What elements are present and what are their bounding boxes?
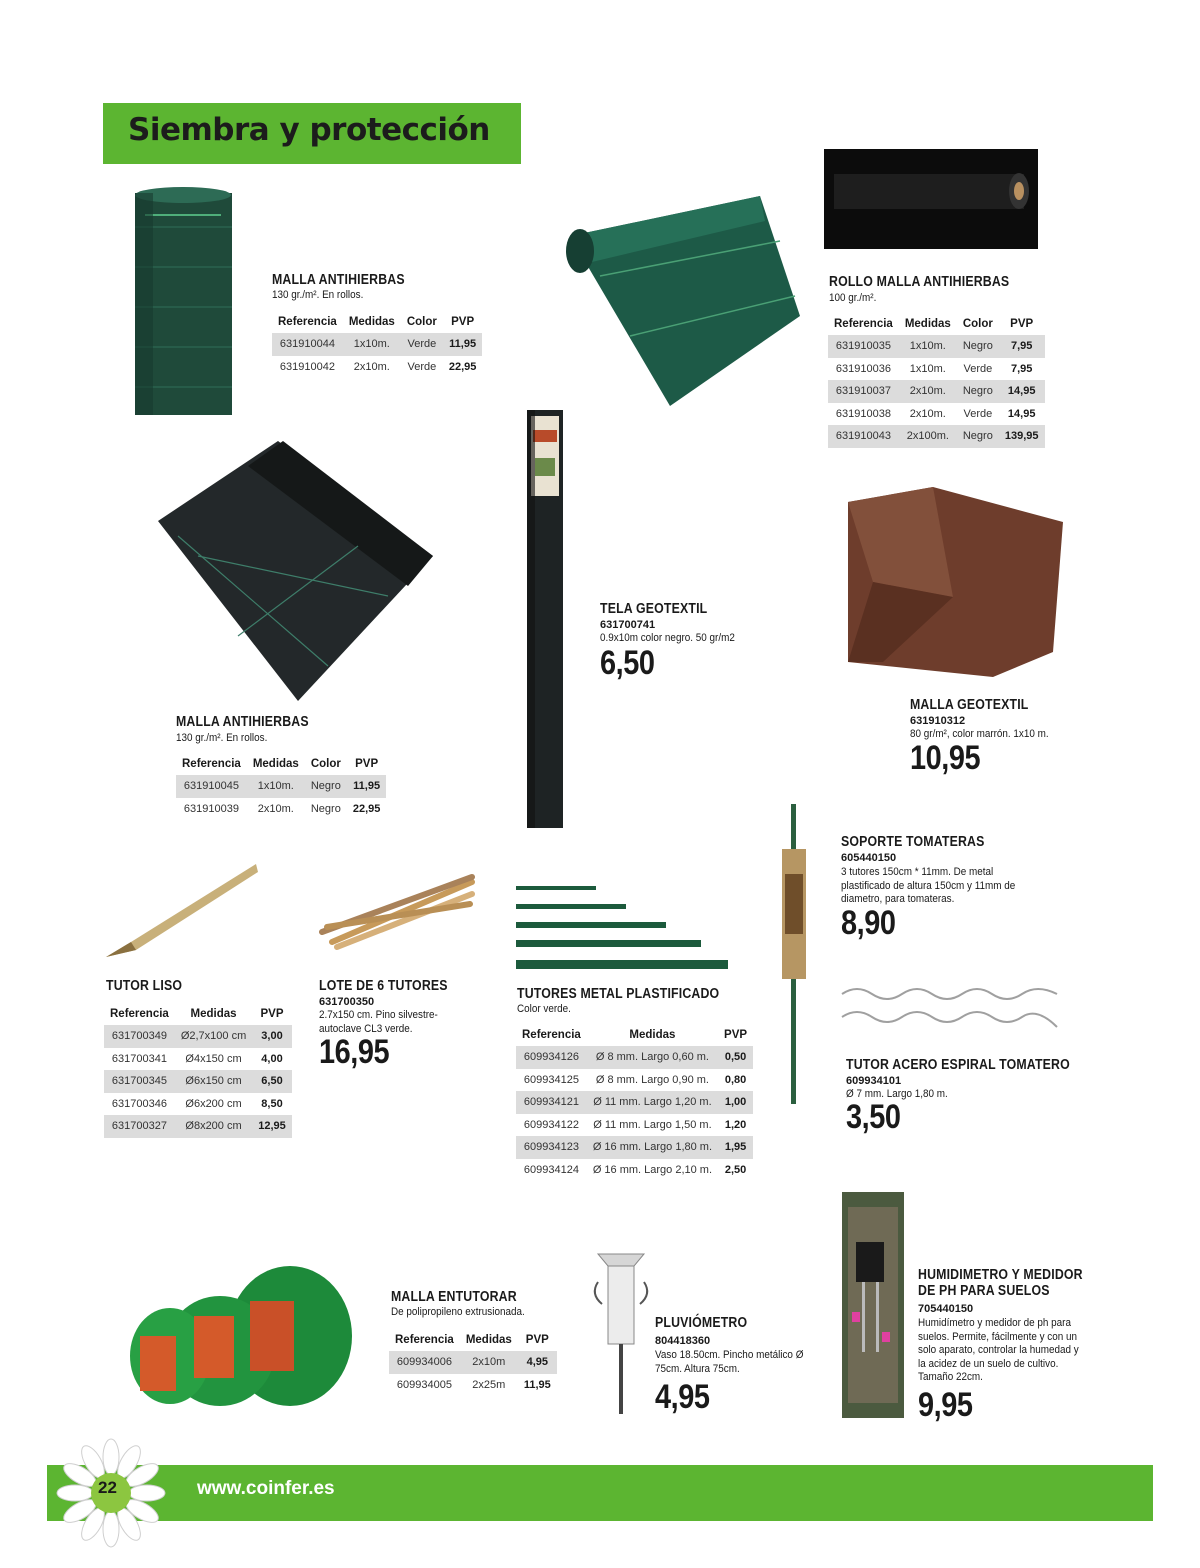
table-row: 631700345 Ø6x150 cm 6,50: [104, 1070, 292, 1093]
tela-geotextil-ref: 631700741: [600, 619, 656, 631]
rollo-malla-table: [828, 312, 1045, 448]
col-color: Color: [310, 757, 341, 770]
malla-geotextil-title: MALLA GEOTEXTIL: [910, 697, 1029, 713]
humidimetro-price: 9,95: [918, 1386, 973, 1424]
table-row: 631910043 2x100m. Negro 139,95: [828, 425, 1045, 448]
table-row: 609934121 Ø 11 mm. Largo 1,20 m. 1,00: [516, 1091, 753, 1114]
col-pvp: PVP: [260, 1007, 284, 1020]
malla-geotextil-desc: 80 gr/m², color marrón. 1x10 m.: [910, 728, 1049, 740]
malla-entutorar-desc: De polipropileno extrusionada.: [391, 1306, 525, 1318]
table-row: 609934122 Ø 11 mm. Largo 1,50 m. 1,20: [523, 1118, 747, 1131]
table-row: 631910045 1x10m. Negro 11,95: [176, 775, 386, 798]
malla-verde-desc: 130 gr./m². En rollos.: [272, 289, 364, 301]
tutor-espiral-price: 3,50: [846, 1098, 901, 1136]
col-medidas: Medidas: [465, 1333, 512, 1346]
soporte-tomateras-ref: 605440150: [841, 852, 897, 864]
table-row: 609934005 2x25m 11,95: [396, 1378, 551, 1391]
table-row: 631910042 2x10m. Verde 22,95: [279, 360, 477, 373]
malla-negra-table: [176, 752, 386, 820]
table-row: 609934124 Ø 16 mm. Largo 2,10 m. 2,50: [523, 1163, 747, 1176]
col-pvp: PVP: [525, 1333, 549, 1346]
pluviometro-title: PLUVIÓMETRO: [655, 1315, 748, 1331]
col-medidas: Medidas: [252, 757, 299, 770]
malla-negra-title: MALLA ANTIHIERBAS: [176, 714, 309, 730]
table-row: 631910035 1x10m. Negro 7,95: [828, 335, 1045, 358]
soporte-tomateras-image: [779, 804, 809, 1104]
table-row: 631700346 Ø6x200 cm 8,50: [111, 1097, 283, 1110]
col-color: Color: [406, 315, 437, 328]
pluviometro-desc: Vaso 18.50cm. Pincho metálico Ø 75cm. Altura 75cm.: [655, 1349, 804, 1375]
table-row: 631910044 1x10m. Verde 11,95: [272, 333, 482, 356]
col-referencia: Referencia: [522, 1028, 581, 1041]
soporte-tomateras-title: SOPORTE TOMATERAS: [841, 834, 985, 850]
tutor-espiral-title: TUTOR ACERO ESPIRAL TOMATERO: [846, 1057, 1070, 1073]
lote-tutores-title: LOTE DE 6 TUTORES: [319, 978, 448, 994]
tutor-liso-image: [106, 862, 258, 957]
tutores-metal-desc: Color verde.: [517, 1003, 571, 1015]
rollo-malla-desc: 100 gr./m².: [829, 292, 877, 304]
lote-tutores-desc: 2.7x150 cm. Pino silvestre-autoclave CL3 verde.: [319, 1009, 438, 1035]
table-row: 631910039 2x10m. Negro 22,95: [183, 802, 381, 815]
malla-geotextil-price: 10,95: [910, 739, 981, 777]
col-referencia: Referencia: [834, 317, 893, 330]
col-medidas: Medidas: [629, 1028, 676, 1041]
table-row: 631910037 2x10m. Negro 14,95: [828, 380, 1045, 403]
col-referencia: Referencia: [278, 315, 337, 328]
table-row: 609934123 Ø 16 mm. Largo 1,80 m. 1,95: [516, 1136, 753, 1159]
tela-geotextil-image: [527, 410, 563, 828]
table-row: 631700349 Ø2,7x100 cm 3,00: [104, 1025, 292, 1048]
malla-verde-roll-image: [135, 187, 232, 415]
col-color: Color: [962, 317, 993, 330]
humidimetro-title-line2: DE PH PARA SUELOS: [918, 1283, 1050, 1299]
tutores-metal-image: [514, 882, 730, 974]
malla-negra-desc: 130 gr./m². En rollos.: [176, 732, 268, 744]
col-medidas: Medidas: [904, 317, 951, 330]
col-pvp: PVP: [1010, 317, 1034, 330]
table-row: 631910038 2x10m. Verde 14,95: [835, 407, 1036, 420]
tutor-espiral-image: [842, 982, 1060, 1032]
humidimetro-desc: Humidímetro y medidor de ph para suelos. Permite, fácilmente y con un solo aparato, controlar la humedad y la acidez de un suelo de cultivo. Tamaño 22cm.: [918, 1317, 1079, 1383]
malla-entutorar-title: MALLA ENTUTORAR: [391, 1289, 517, 1305]
pluviometro-ref: 804418360: [655, 1335, 711, 1347]
tela-geotextil-desc: 0.9x10m color negro. 50 gr/m2: [600, 632, 735, 644]
page-number: 22: [98, 1478, 117, 1497]
malla-verde-title: MALLA ANTIHIERBAS: [272, 272, 405, 288]
pluviometro-image: [590, 1254, 652, 1414]
malla-geotextil-ref: 631910312: [910, 715, 966, 727]
page-title: Siembra y protección: [128, 112, 490, 148]
table-row: 609934126 Ø 8 mm. Largo 0,60 m. 0,50: [516, 1046, 753, 1069]
col-medidas: Medidas: [190, 1007, 237, 1020]
table-row: 609934125 Ø 8 mm. Largo 0,90 m. 0,80: [523, 1073, 747, 1086]
soporte-tomateras-price: 8,90: [841, 904, 896, 942]
malla-negra-image: [158, 436, 436, 701]
tutores-metal-table: [516, 1023, 753, 1181]
col-referencia: Referencia: [395, 1333, 454, 1346]
website-link[interactable]: www.coinfer.es: [197, 1478, 335, 1499]
malla-geotextil-image: [843, 487, 1065, 687]
col-pvp: PVP: [724, 1028, 748, 1041]
lote-tutores-ref: 631700350: [319, 996, 375, 1008]
table-row: 631910036 1x10m. Verde 7,95: [835, 362, 1033, 375]
table-row: 631700327 Ø8x200 cm 12,95: [104, 1115, 292, 1138]
col-referencia: Referencia: [110, 1007, 169, 1020]
tutores-metal-title: TUTORES METAL PLASTIFICADO: [517, 986, 720, 1002]
pluviometro-price: 4,95: [655, 1378, 710, 1416]
humidimetro-image: [842, 1192, 904, 1418]
tutor-espiral-ref: 609934101: [846, 1075, 902, 1087]
rollo-malla-image: [824, 149, 1038, 249]
malla-verde-unrolled-image: [560, 196, 800, 406]
soporte-tomateras-desc: 3 tutores 150cm * 11mm. De metal plastificado de altura 150cm y 11mm de diametro, para tomateras.: [841, 866, 1016, 905]
col-pvp: PVP: [355, 757, 379, 770]
humidimetro-title-line1: HUMIDIMETRO Y MEDIDOR: [918, 1267, 1083, 1283]
tela-geotextil-price: 6,50: [600, 644, 655, 682]
lote-tutores-price: 16,95: [319, 1033, 390, 1071]
table-row: 609934006 2x10m 4,95: [389, 1351, 557, 1374]
malla-entutorar-image: [130, 1256, 354, 1408]
tutor-liso-title: TUTOR LISO: [106, 978, 183, 994]
table-row: 631700341 Ø4x150 cm 4,00: [111, 1052, 283, 1065]
rollo-malla-title: ROLLO MALLA ANTIHIERBAS: [829, 274, 1010, 290]
col-referencia: Referencia: [182, 757, 241, 770]
tutor-espiral-desc: Ø 7 mm. Largo 1,80 m.: [846, 1088, 948, 1100]
malla-verde-table: [272, 310, 482, 378]
tutor-liso-table: [104, 1002, 292, 1138]
lote-tutores-image: [312, 872, 474, 950]
humidimetro-ref: 705440150: [918, 1303, 974, 1315]
col-medidas: Medidas: [348, 315, 395, 328]
tela-geotextil-title: TELA GEOTEXTIL: [600, 601, 708, 617]
malla-entutorar-table: [389, 1328, 557, 1396]
col-pvp: PVP: [451, 315, 475, 328]
